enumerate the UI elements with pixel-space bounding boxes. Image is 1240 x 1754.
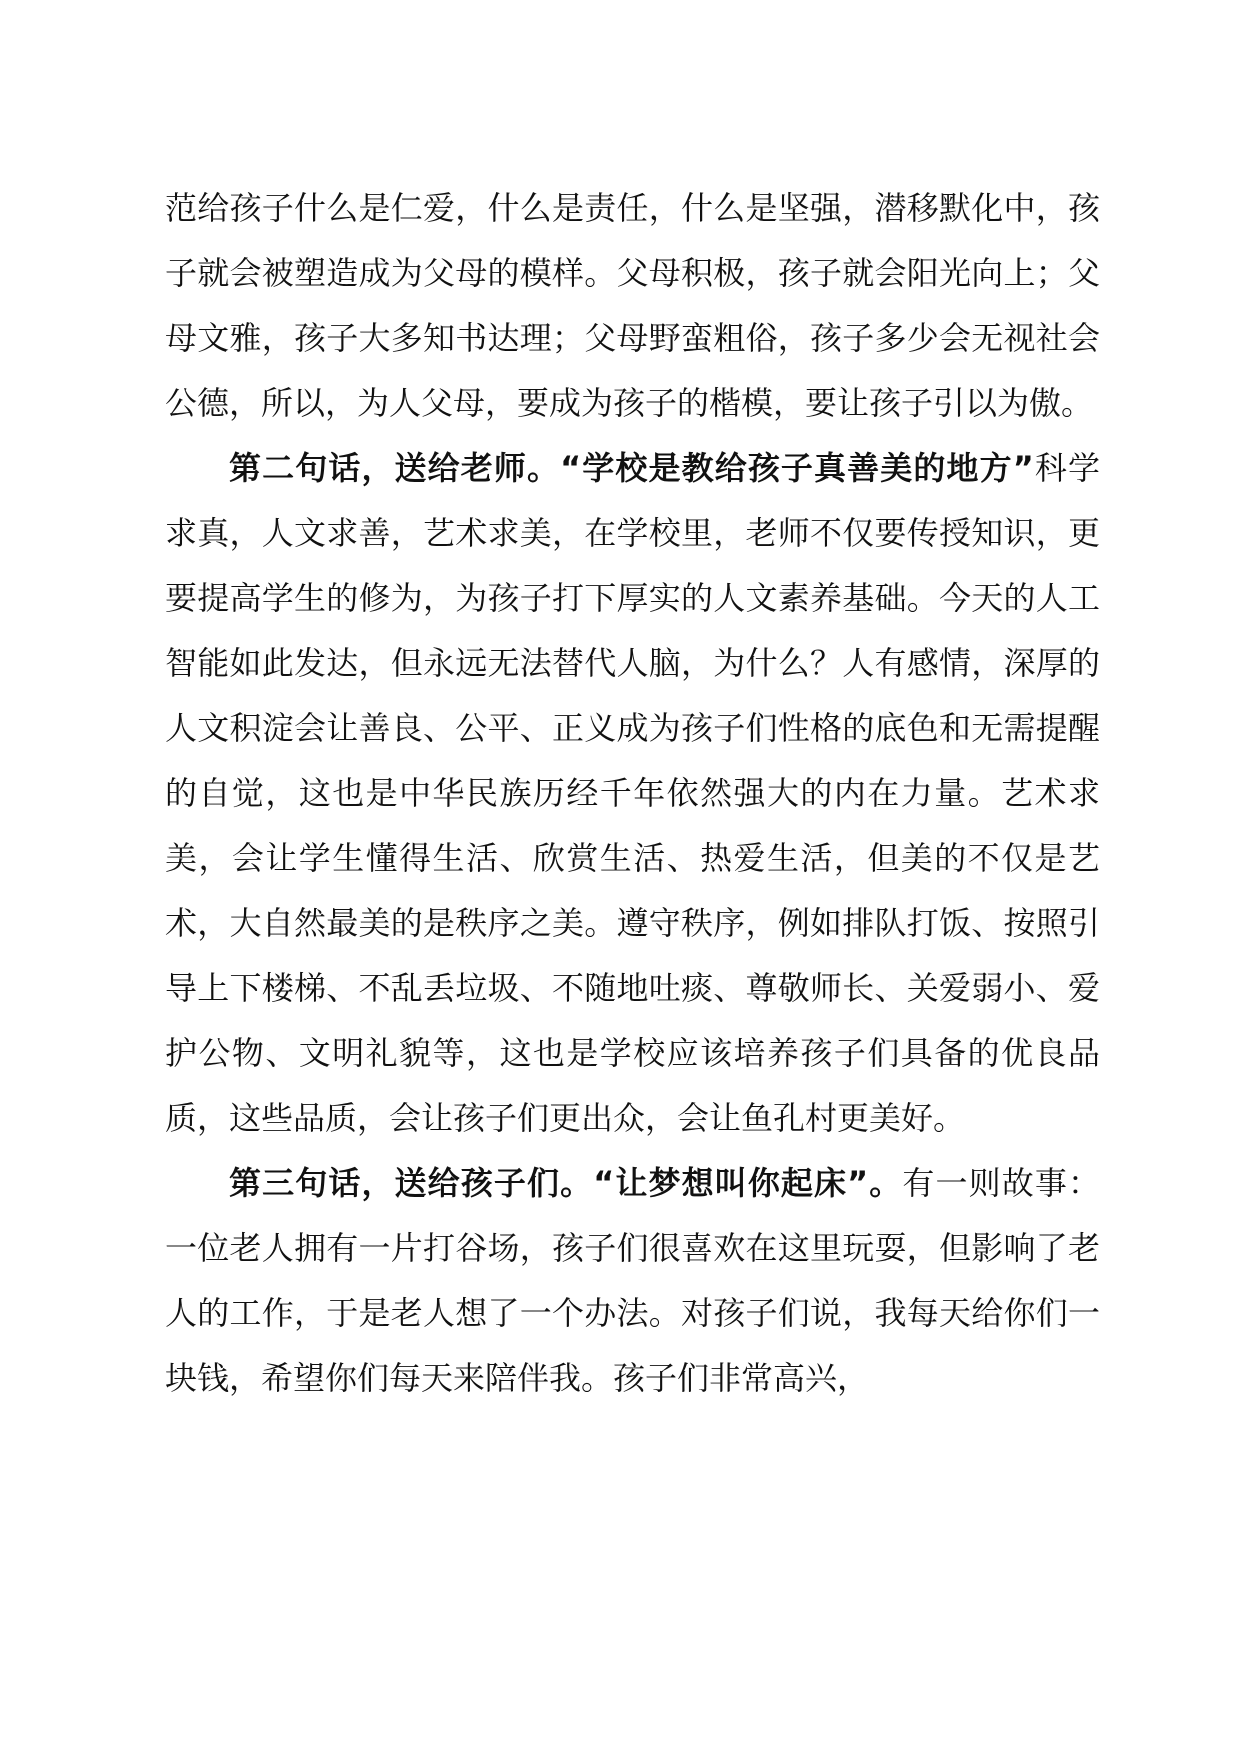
paragraph-text: 范给孩子什么是仁爱，什么是责任，什么是坚强，潜移默化中，孩子就会被塑造成为父母的模样。父母积极，孩子就会阳光向上；父母文雅，孩子大多知书达理；父母野蛮粗俗，孩子多少会无视社会公德，所以，为人父母，要成为孩子的楷模，要让孩子引以为傲。	[165, 189, 1100, 422]
document-body	[165, 176, 1100, 1411]
paragraph-children	[165, 1151, 1100, 1411]
paragraph-continuation	[165, 176, 1100, 436]
paragraph-text: 有一则故事：一位老人拥有一片打谷场，孩子们很喜欢在这里玩耍，但影响了老人的工作，于是老人想了一个办法。对孩子们说，我每天给你们一块钱，希望你们每天来陪伴我。孩子们非常高兴，	[165, 1164, 1100, 1397]
paragraph-teachers	[165, 436, 1100, 1151]
paragraph-lead-heading: 第二句话，送给老师。“学校是教给孩子真善美的地方”	[229, 449, 1034, 487]
paragraph-lead-heading: 第三句话，送给孩子们。“让梦想叫你起床”。	[229, 1164, 903, 1202]
paragraph-text: 科学求真，人文求善，艺术求美，在学校里，老师不仅要传授知识，更要提高学生的修为，为孩子打下厚实的人文素养基础。今天的人工智能如此发达，但永远无法替代人脑，为什么？人有感情，深厚的人文积淀会让善良、公平、正义成为孩子们性格的底色和无需提醒的自觉，这也是中华民族历经千年依然强大的内在力量。艺术求美，会让学生懂得生活、欣赏生活、热爱生活，但美的不仅是艺术，大自然最美的是秩序之美。遵守秩序，例如排队打饭、按照引导上下楼梯、不乱丢垃圾、不随地吐痰、尊敬师长、关爱弱小、爱护公物、文明礼貌等，这也是学校应该培养孩子们具备的优良品质，这些品质，会让孩子们更出众，会让鱼孔村更美好。	[165, 449, 1100, 1137]
